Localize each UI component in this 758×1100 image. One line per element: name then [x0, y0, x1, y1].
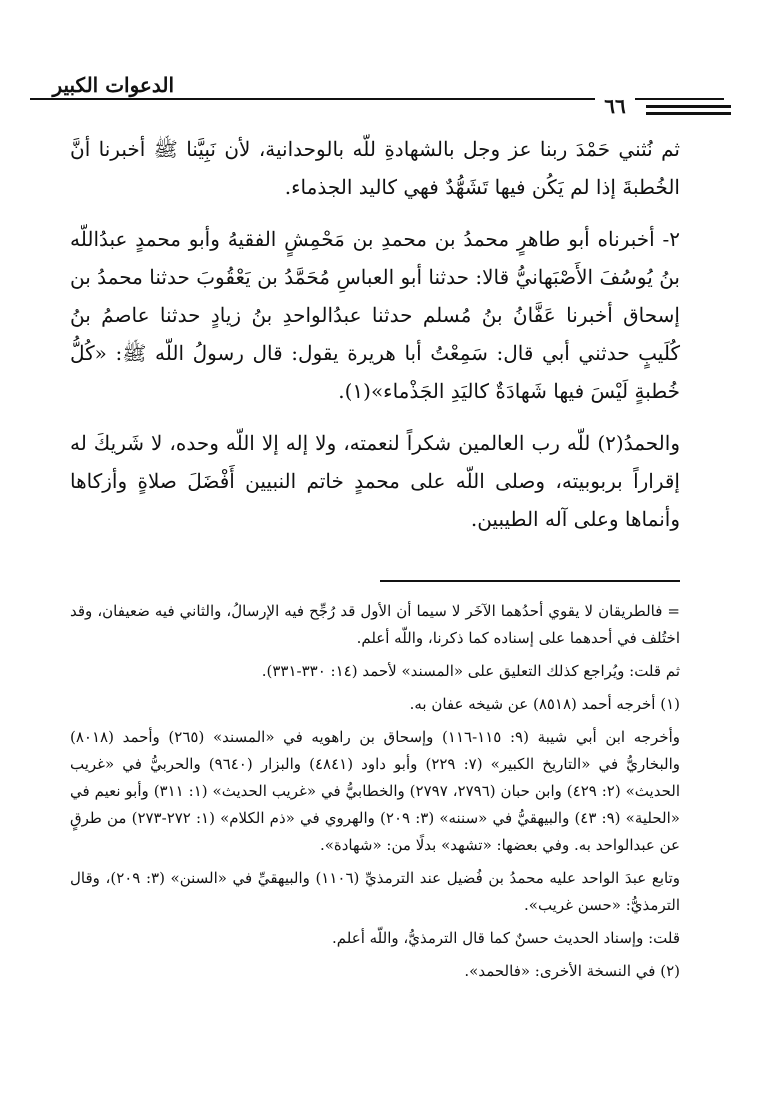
footnote-continuation: = فالطريقان لا يقوي أحدُهما الآخَر لا سيما أن الأول قد رُجِّح فيه الإرسالُ، والثاني فيه ضعيفان، وقد اختُلف في أحدهما على إسناده كما ذكرنا، واللّه أعلم.	[70, 602, 680, 647]
ornament-bar	[646, 105, 731, 108]
footnote-1: (١) أخرجه أحمد (٨٥١٨) عن شيخه عفان به.	[409, 695, 680, 713]
main-paragraph-2: ٢- أخبرناه أبو طاهرٍ محمدُ بن محمدِ بن مَحْمِشٍ الفقيهُ وأبو محمدٍ عبدُاللّه بنُ يُوسُفَ الأَصْبَهانيُّ قالا: حدثنا أبو العباسِ مُحَمَّدُ بن يَعْقُوبَ حدثنا محمدُ بن إسحاق أخبرنا عَفَّانُ بنُ مُسلم حدثنا عبدُالواحدِ بنُ زيادٍ حدثنا عاصمُ بنُ كُلَيبٍ حدثني أبي قال: سَمِعْتُ أبا هريرة يقول: قال رسولُ اللّه ﷺ: «كُلُّ خُطبةٍ لَيْسَ فيها شَهادَةٌ كاليَدِ الجَذْماء»(١).	[70, 227, 680, 403]
page-number: ٦٦	[595, 94, 635, 118]
main-paragraph-3: والحمدُ(٢) للّه رب العالمين شكراً لنعمته، ولا إله إلا اللّه وحده، لا شَريكَ له إقراراً بربوبيته، وصلى اللّه على محمدٍ خاتم النبيين أَفْضَلَ صلاةٍ وأزكاها وأنماها وعلى آله الطيبين.	[70, 431, 680, 531]
footnotes	[70, 598, 680, 991]
header-ornament-bars	[646, 105, 731, 119]
main-paragraph-1: ثم نُثني حَمْدَ ربنا عز وجل بالشهادةِ للّه بالوحدانية، لأن نَبِيَّنا ﷺ أخبرنا أنَّ الخُطبةَ إذا لم يَكُن فيها تَشَهُّدٌ فهي كاليد الجذماء.	[70, 137, 680, 199]
footnote-separator	[380, 580, 680, 582]
footnote-note: ثم قلت: ويُراجع كذلك التعليق على «المسند» لأحمد (١٤: ٣٣٠-٣٣١).	[261, 662, 680, 680]
footnote-1-verdict: قلت: وإسناد الحديث حسنٌ كما قال الترمذيُّ، واللّه أعلم.	[332, 929, 680, 947]
ornament-bar	[646, 112, 731, 115]
footnote-1-followup: وتابع عبدَ الواحد عليه محمدُ بن فُضيل عند الترمذيِّ (١١٠٦) والبيهقيِّ في «السنن» (٣: ٢٠٩)، وقال الترمذيُّ: «حسن غريب».	[70, 869, 680, 914]
footnote-2: (٢) في النسخة الأخرى: «فالحمد».	[464, 962, 680, 980]
main-text	[70, 130, 680, 552]
footnote-1-sources: وأخرجه ابن أبي شيبة (٩: ١١٥-١١٦) وإسحاق بن راهويه في «المسند» (٢٦٥) وأحمد (٨٠١٨) والبخاريُّ في «التاريخ الكبير» (٧: ٢٢٩) وأبو داود (٤٨٤١) والبزار (٩٦٤٠) والحربيُّ في «غريب الحديث» (٢: ٤٢٩) وابن حبان (٢٧٩٦، ٢٧٩٧) والخطابيُّ في «غريب الحديث» (١: ٣١١) وأبو نعيم في «الحلية» (٩: ٤٣) والبيهقيُّ في «سننه» (٣: ٢٠٩) والهروي في «ذم الكلام» (١: ٢٧٢-٢٧٣) من طرقٍ عن عبدالواحد به. وفي بعضها: «تشهد» بدلًا من: «شهادة».	[70, 728, 681, 854]
running-header-title: الدعوات الكبير	[52, 73, 174, 97]
